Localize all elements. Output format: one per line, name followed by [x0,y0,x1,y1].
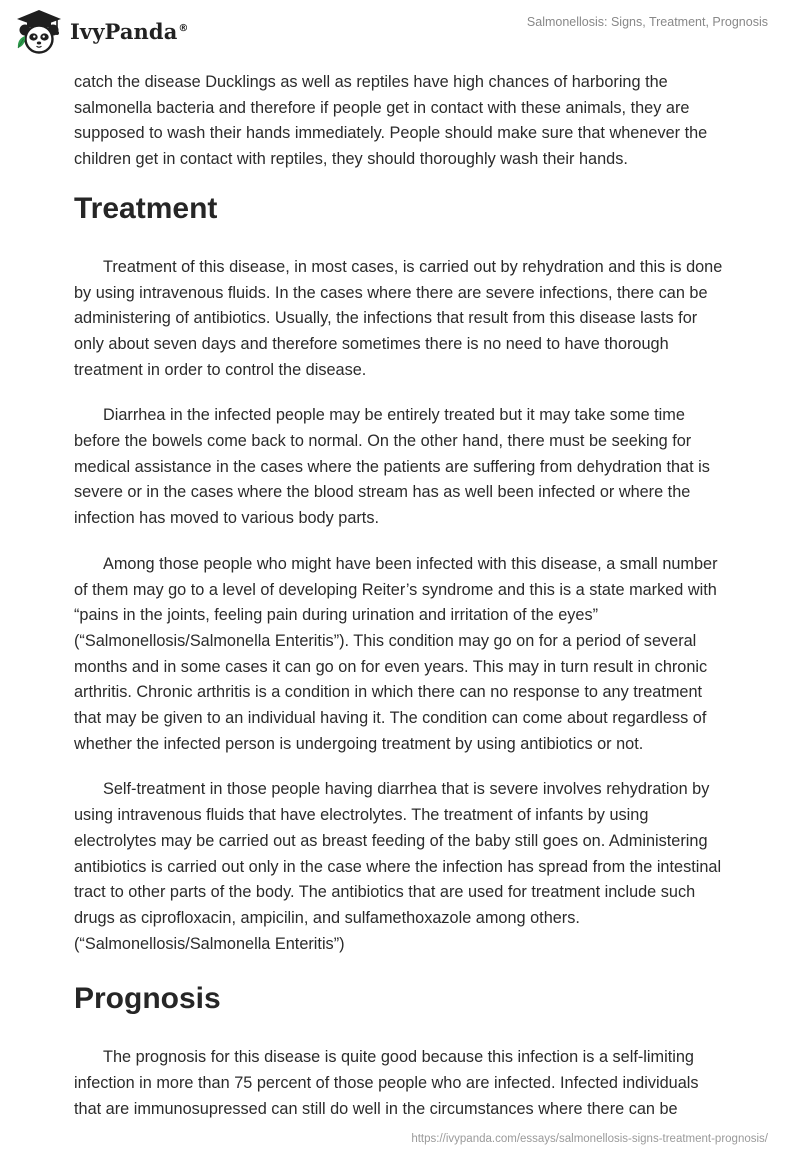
intro-paragraph: catch the disease Ducklings as well as reptiles have high chances of harboring the salmonella bacteria and therefore if people get in contact with these animals, they are supposed to wash their hands immediately. People should make sure that whenever the children get in contact with reptiles, they should thoroughly wash their hands. [74,73,708,169]
page-header [0,0,800,60]
treatment-paragraph: Treatment of this disease, in most cases, is carried out by rehydration and this is done by using intravenous fluids. In the cases where there are severe infections, there can be administering of antibiotics. Usually, the infections that result from this disease lasts for only about seven days and therefore sometimes there is no need to have thorough treatment in order to control the disease. [74,257,723,379]
treatment-paragraph: Among those people who might have been infected with this disease, a small number of them may go to a level of developing Reiter’s syndrome and this is a state marked with “pains in the joints, feeling pain during urination and irritation of the eyes” (“Salmonellosis/Salmonella Enteritis”). This condition may go on for a period of several months and in some cases it can go on for even years. This may in turn result in chronic arthritis. Chronic arthritis is a condition in which there can no response to any treatment that may be given to an individual having it. The condition can come about regardless of whether the infected person is undergoing treatment by using antibiotics or not. [74,554,718,753]
document-title: Salmonellosis: Signs, Treatment, Prognosis [526,15,768,29]
source-url-link[interactable]: https://ivypanda.com/essays/salmonellosis-signs-treatment-prognosis/ [411,1133,768,1145]
treatment-paragraph: Self-treatment in those people having diarrhea that is severe involves rehydration by using intravenous fluids that have electrolytes. The treatment of infants by using electrolytes may be carried out as breast feeding of the baby still goes on. Administering antibiotics is carried out only in the case where the infection has spread from the intestinal tract to other parts of the body. The antibiotics that are used for treatment include such drugs as ciprofloxacin, ampicilin, and sulfamethoxazole among others. (“Salmonellosis/Salmonella Enteritis”) [74,780,722,953]
prognosis-paragraph: The prognosis for this disease is quite good because this infection is a self-limiting infection in more than 75 percent of those people who are infected. Infected individuals that are immunosupressed can still do well in the circumstances where there can be [74,1048,699,1118]
section-heading-prognosis: Prognosis [74,982,221,1016]
logo-wordmark: IvyPanda® [70,18,189,44]
essay-content [74,70,728,1143]
treatment-paragraph: Diarrhea in the infected people may be entirely treated but it may take some time before the bowels come back to normal. On the other hand, there must be seeking for medical assistance in the cases where the patients are suffering from dehydration that is severe or in the cases where the blood stream has as well been infected or where the infection has moved to various body parts. [74,406,710,528]
section-heading-treatment: Treatment [74,191,218,225]
ivypanda-logo[interactable] [14,8,189,54]
registered-mark: ® [178,22,189,34]
panda-graduation-cap-icon [14,8,64,54]
